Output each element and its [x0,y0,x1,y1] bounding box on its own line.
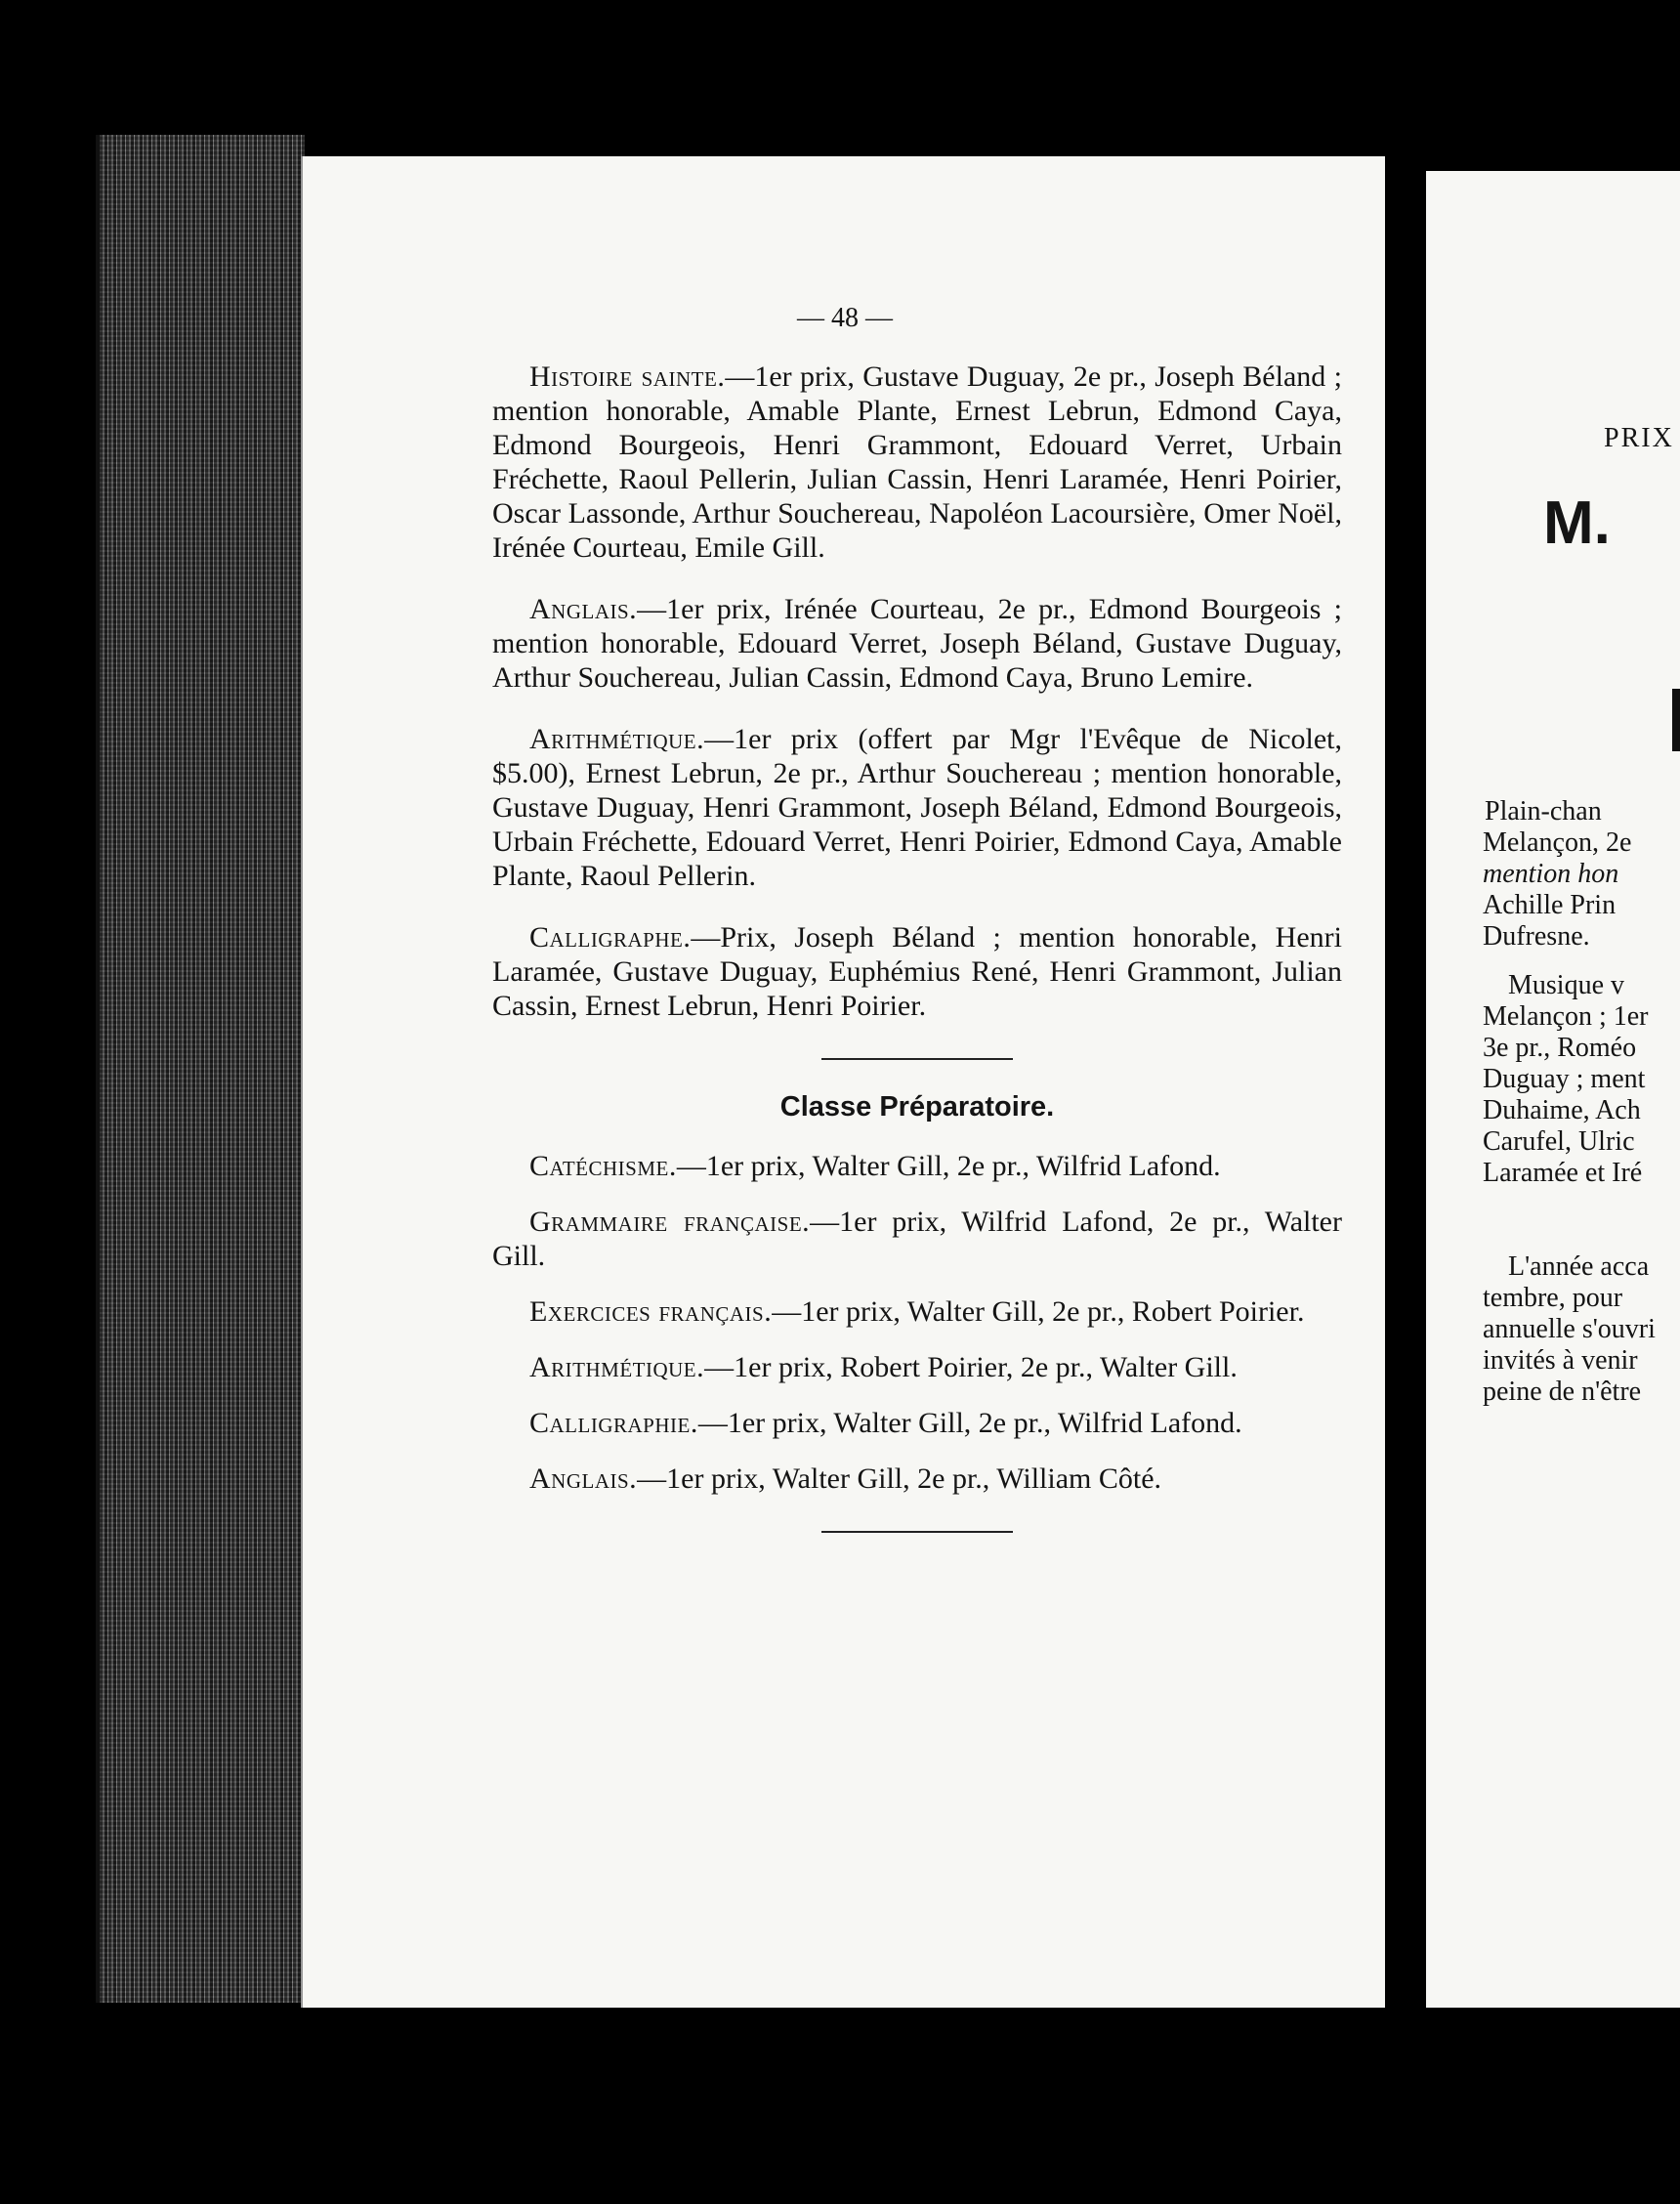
right-page-line: Plain-chan [1485,796,1602,826]
subject-label: Anglais. [529,593,638,625]
subject-label: Grammaire française. [529,1206,811,1238]
prize-text: —1er prix, Robert Poirier, 2e pr., Walter Gill. [704,1351,1238,1383]
end-divider [821,1531,1013,1533]
book-gutter [1385,156,1426,2008]
prize-text: —1er prix, Walter Gill, 2e pr., Wilfrid Lafond. [676,1150,1221,1182]
book-page-edges [96,135,305,2003]
prize-text: —1er prix, Gustave Duguay, 2e pr., Joseph Béland ; mention honorable, Amable Plante, Ernest Lebrun, Edmond Caya, Edmond Bourgeois, Henri Grammont, Edouard Verret, Urbain Fréchette, Raoul Pellerin, Julian Cassin, Henri Laramée, Henri Poirier, Oscar Lassonde, Arthur Souchereau, Napoléon Lacoursière, Omer Noël, Irénée Courteau, Emile Gill. [492,360,1342,564]
right-page-line: tembre, pour [1483,1283,1623,1313]
prize-text: —1er prix, Walter Gill, 2e pr., William Côté. [637,1462,1162,1495]
prize-entry [492,1294,1342,1329]
right-page-line: Melançon ; 1er [1483,1001,1649,1032]
subject-label: Calligraphie. [529,1407,698,1439]
prize-entry [492,1149,1342,1183]
page-number: — 48 — [797,303,893,333]
prize-entry [492,920,1342,1023]
right-page-line: Achille Prin [1483,890,1617,920]
prize-entry [492,1350,1342,1384]
subject-label: Anglais. [529,1462,638,1495]
prize-entry [492,592,1342,695]
document-page-right [1426,171,1680,2008]
right-page-line: peine de n'être [1483,1377,1642,1407]
right-page-title: M. [1543,489,1611,557]
page-content [492,360,1342,1564]
prize-entry [492,1406,1342,1440]
prize-entry [492,360,1342,565]
section-title: Classe Préparatoire. [779,1091,1055,1123]
right-page-line: Laramée et Iré [1483,1158,1643,1188]
subject-label: Exercices français. [529,1295,773,1328]
right-page-line: Carufel, Ulric [1483,1126,1635,1157]
subject-label: Catéchisme. [529,1150,677,1182]
right-page-line: 3e pr., Roméo [1483,1033,1637,1063]
right-page-heading: PRIX [1604,423,1674,453]
prize-text: —1er prix, Walter Gill, 2e pr., Robert Poirier. [772,1295,1305,1328]
right-page-line: Duhaime, Ach [1483,1095,1641,1125]
prize-text: —1er prix (offert par Mgr l'Evêque de Nicolet, $5.00), Ernest Lebrun, 2e pr., Arthur Souchereau ; mention honorable, Gustave Duguay, Henri Grammont, Joseph Béland, Edmond Bourgeois, Urbain Fréchette, Edouard Verret, Henri Poirier, Edmond Caya, Amable Plante, Raoul Pellerin. [492,723,1342,892]
right-page-title-fragment [1672,689,1680,751]
subject-label: Arithmétique. [529,1351,705,1383]
prize-text: —1er prix, Wilfrid Lafond, 2e pr., Walter Gill. [492,1206,1342,1272]
right-page-line: invités à venir [1483,1345,1638,1376]
subject-label: Histoire sainte. [529,360,726,393]
right-page-line: Dufresne. [1483,921,1590,952]
subject-label: Calligraphe. [529,921,692,954]
prize-entry [492,1205,1342,1273]
right-page-line: Melançon, 2e [1483,827,1632,858]
right-page-line: Duguay ; ment [1483,1064,1646,1094]
prize-entry [492,722,1342,893]
right-page-line: mention hon [1483,859,1619,889]
subject-label: Arithmétique. [529,723,705,755]
right-page-line: Musique v [1508,970,1624,1000]
document-page-left [301,156,1387,2008]
section-divider [821,1058,1013,1060]
prize-text: —Prix, Joseph Béland ; mention honorable, Henri Laramée, Gustave Duguay, Euphémius René, Henri Grammont, Julian Cassin, Ernest Lebrun, Henri Poirier. [492,921,1342,1022]
prize-text: —1er prix, Irénée Courteau, 2e pr., Edmond Bourgeois ; mention honorable, Edouard Verret, Joseph Béland, Gustave Duguay, Arthur Souchereau, Julian Cassin, Edmond Caya, Bruno Lemire. [492,593,1342,694]
prize-entry [492,1462,1342,1496]
right-page-line: L'année acca [1508,1251,1650,1282]
right-page-line: annuelle s'ouvri [1483,1314,1656,1344]
prize-text: —1er prix, Walter Gill, 2e pr., Wilfrid Lafond. [697,1407,1242,1439]
